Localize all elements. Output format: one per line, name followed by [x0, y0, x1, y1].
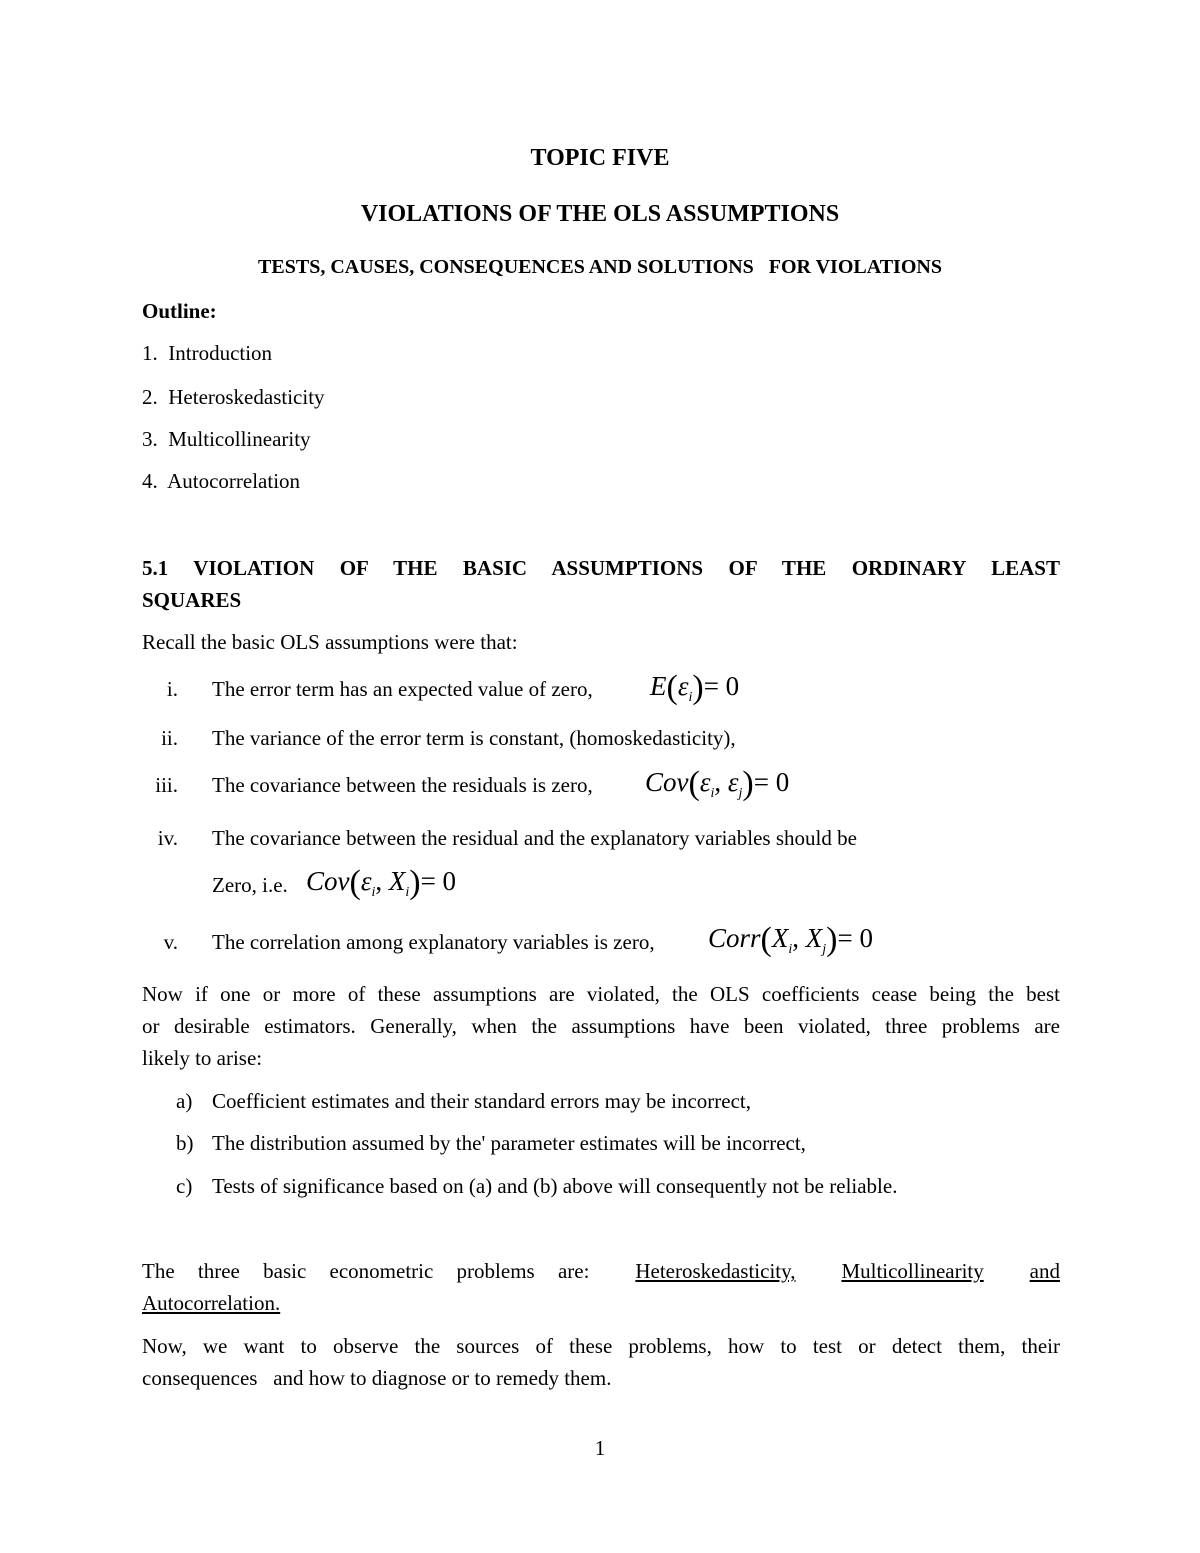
section-intro: Recall the basic OLS assumptions were that: [142, 630, 518, 654]
list-item-number: ii. [161, 726, 178, 750]
formula-symbol: ε [727, 767, 739, 797]
problem-link-and: and [1029, 1259, 1060, 1283]
list-item-number: iii. [155, 773, 178, 797]
formula-subscript: i [788, 942, 793, 957]
paragraph-line: consequences and how to diagnose or to remedy them. [142, 1366, 612, 1390]
list-item-text: Heteroskedasticity [168, 385, 325, 409]
list-item-number: 2. [142, 385, 158, 409]
paragraph-text: The three basic econometric problems are: [142, 1259, 590, 1283]
formula-symbol: ε [677, 671, 689, 701]
list-item [142, 427, 311, 452]
problem-link-autocorrelation: Autocorrelation. [142, 1291, 281, 1315]
list-item-text: Introduction [168, 341, 273, 365]
formula-subscript: i [688, 690, 693, 705]
formula-expected-value: $E(\varepsilon_i)= 0$ [650, 669, 740, 706]
list-item-number: v. [163, 930, 178, 954]
formula-subscript: j [822, 942, 827, 957]
formula-subscript: i [405, 885, 410, 900]
formula-symbol: ε [360, 866, 372, 896]
formula-subscript: i [371, 885, 376, 900]
topic-label: TOPIC FIVE [530, 145, 670, 171]
formula-symbol: X [388, 866, 406, 896]
list-item-number: a) [176, 1089, 193, 1113]
paragraph-line: Now if one or more of these assumptions are violated, the OLS coefficients cease being the best [142, 982, 1060, 1006]
list-item-text: The correlation among explanatory variables is zero, [212, 930, 655, 954]
problem-link-multicollinearity: Multicollinearity [841, 1259, 984, 1283]
list-item-text: The distribution assumed by the' parameter estimates will be incorrect, [212, 1131, 806, 1155]
formula-subscript: j [738, 786, 743, 801]
list-item-number: i. [166, 677, 178, 701]
formula-subscript: i [710, 786, 715, 801]
formula-fn: Corr [708, 923, 761, 953]
list-item-number: c) [176, 1174, 193, 1198]
list-item-number: 4. [142, 469, 158, 493]
list-item-number: iv. [157, 826, 178, 850]
paragraph-line: Now, we want to observe the sources of these problems, how to test or detect them, their [142, 1334, 1060, 1358]
paragraph-line: likely to arise: [142, 1046, 263, 1070]
list-item [142, 469, 300, 494]
list-item-text: Multicollinearity [168, 427, 311, 451]
formula-symbol: X [805, 923, 823, 953]
list-item-text: Coefficient estimates and their standard errors may be incorrect, [212, 1089, 751, 1113]
formula-equals: = 0 [837, 923, 873, 953]
formula-regressor-correlation: $Corr(X_i$, $X_j)= 0$ [708, 921, 873, 958]
list-item-text-continued: Zero, i.e. [212, 873, 288, 897]
list-item [142, 385, 325, 410]
section-heading-line1: 5.1 VIOLATION OF THE BASIC ASSUMPTIONS OF THE ORDINARY LEAST [142, 556, 1060, 580]
formula-fn: Cov [306, 866, 350, 896]
outline-label: Outline: [142, 299, 217, 323]
paragraph-problems-line2 [142, 1291, 280, 1316]
formula-residual-covariance: $Cov(\varepsilon_i$, $\varepsilon_j)= 0$ [645, 765, 790, 802]
section-heading-line2: SQUARES [142, 588, 242, 612]
formula-equals: = 0 [703, 671, 740, 701]
formula-equals: = 0 [420, 866, 457, 896]
formula-symbol: X [771, 923, 789, 953]
formula-fn: Cov [645, 767, 689, 797]
paragraph-line: or desirable estimators. Generally, when the assumptions have been violated, three problems are [142, 1014, 1060, 1038]
page-subtitle: TESTS, CAUSES, CONSEQUENCES AND SOLUTIONS FOR VIOLATIONS [258, 256, 942, 278]
list-item-text: The variance of the error term is constant, (homoskedasticity), [212, 726, 736, 750]
page-number: 1 [594, 1436, 606, 1460]
formula-equals: = 0 [753, 767, 790, 797]
list-item-text: The covariance between the residuals is zero, [212, 773, 593, 797]
list-item-number: 3. [142, 427, 158, 451]
list-item-text: The error term has an expected value of zero, [212, 677, 593, 701]
formula-fn: E [650, 671, 667, 701]
list-item-text: The covariance between the residual and the explanatory variables should be [212, 826, 857, 850]
list-item-text: Autocorrelation [167, 469, 301, 493]
paragraph-problems-line1 [142, 1259, 1060, 1284]
formula-residual-regressor-covariance: $Cov(\varepsilon_i$, $X_i)= 0$ [306, 864, 457, 901]
list-item [142, 341, 272, 366]
list-item-text: Tests of significance based on (a) and (b) above will consequently not be reliable. [212, 1174, 898, 1198]
page-title: VIOLATIONS OF THE OLS ASSUMPTIONS [360, 201, 840, 227]
problem-link-heteroskedasticity: Heteroskedasticity, [635, 1259, 796, 1283]
formula-symbol: ε [699, 767, 711, 797]
list-item-number: 1. [142, 341, 158, 365]
list-item-number: b) [176, 1131, 194, 1155]
